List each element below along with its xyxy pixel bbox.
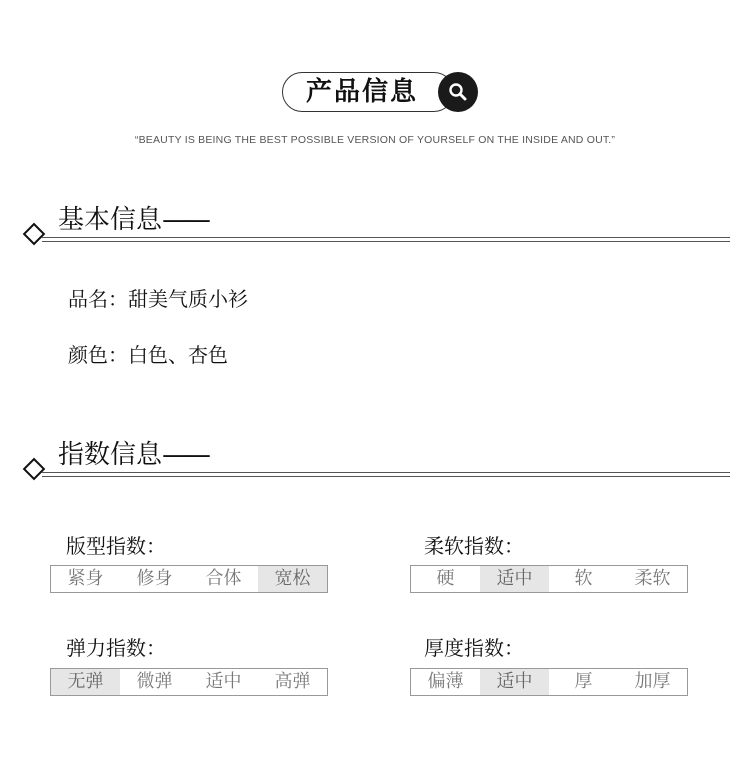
- header-pill: [282, 72, 478, 112]
- search-button[interactable]: [438, 72, 478, 112]
- fit-index-label: 版型指数：: [66, 534, 166, 558]
- section-divider: [42, 472, 730, 477]
- fit-option: 修身: [136, 568, 173, 589]
- section-divider: [42, 237, 730, 242]
- thickness-index-label: 厚度指数：: [424, 636, 524, 660]
- section-basic-info: [24, 204, 730, 240]
- section-title-text: 指数信息: [58, 440, 163, 470]
- section-title: [58, 204, 208, 236]
- softness-option: 软: [574, 568, 593, 589]
- elasticity-option: 无弹: [51, 669, 120, 695]
- fit-index-scale: [50, 565, 328, 593]
- elasticity-option: 微弹: [136, 671, 173, 692]
- section-title: [58, 439, 208, 471]
- thickness-option: 厚: [574, 671, 593, 692]
- section-title-dash: ——: [162, 205, 209, 235]
- search-icon: [447, 81, 469, 103]
- softness-option: 硬: [436, 568, 455, 589]
- page-title: 产品信息: [306, 77, 419, 107]
- thickness-option: 适中: [480, 669, 549, 695]
- softness-index-label: 柔软指数：: [424, 534, 524, 558]
- elasticity-index-scale: [50, 668, 328, 696]
- section-title-text: 基本信息: [58, 205, 163, 235]
- softness-index-scale: [410, 565, 688, 593]
- section-index-info: [24, 439, 730, 475]
- softness-option: 适中: [480, 566, 549, 592]
- softness-option: 柔软: [634, 568, 671, 589]
- fit-option: 合体: [205, 568, 242, 589]
- fit-option: 紧身: [67, 568, 104, 589]
- elasticity-option: 高弹: [274, 671, 311, 692]
- thickness-option: 加厚: [634, 671, 671, 692]
- product-name: 品名：甜美气质小衫: [68, 287, 248, 311]
- section-title-dash: ——: [162, 440, 209, 470]
- thickness-option: 偏薄: [427, 671, 464, 692]
- thickness-index-scale: [410, 668, 688, 696]
- tagline: “BEAUTY IS BEING THE BEST POSSIBLE VERSION OF YOURSELF ON THE INSIDE AND OUT.”: [134, 134, 616, 146]
- fit-option: 宽松: [258, 566, 327, 592]
- product-color: 颜色：白色、杏色: [68, 343, 228, 367]
- elasticity-index-label: 弹力指数：: [66, 636, 166, 660]
- elasticity-option: 适中: [205, 671, 242, 692]
